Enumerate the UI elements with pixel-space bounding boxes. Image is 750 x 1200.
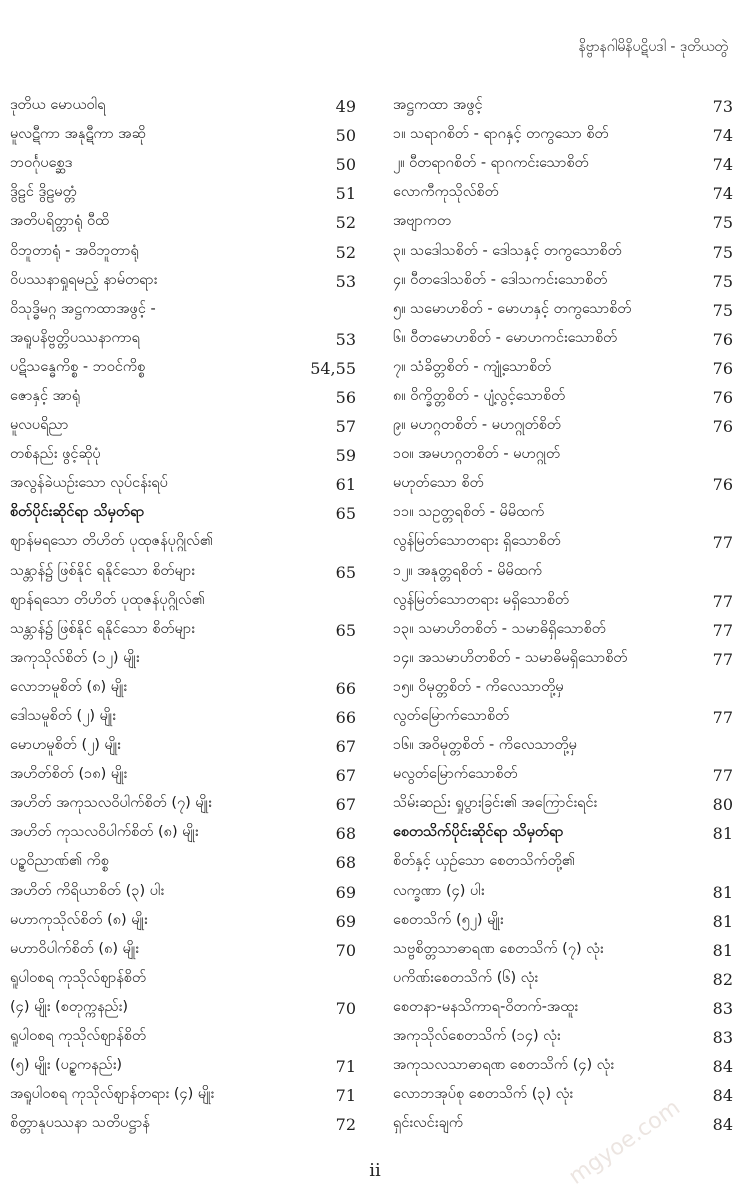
toc-entry: [393, 616, 733, 645]
toc-entry-title: ဝိဘူတာရုံ - အဝိဘူတာရုံ: [10, 242, 139, 259]
toc-entry-title: ၁၅။ ဝိမုတ္တစိတ် - ကိလေသာတို့မှ: [393, 678, 564, 695]
toc-entry-page: 81: [712, 940, 733, 960]
toc-entry: [10, 499, 356, 528]
toc-entry: [10, 587, 356, 616]
toc-entry: [10, 703, 356, 732]
toc-entry: [393, 354, 733, 383]
toc-entry-title: မလွတ်မြောက်သောစိတ်: [393, 766, 518, 783]
toc-entry-title: ဒေါသမူစိတ် (၂) မျိုး: [10, 708, 116, 725]
toc-entry-page: 67: [335, 795, 356, 815]
toc-entry: [393, 208, 733, 237]
toc-entry-page: 65: [335, 562, 356, 582]
toc-entry: [393, 383, 733, 412]
toc-entry: [10, 383, 356, 412]
toc-entry-title: ဇောနှင့် အာရုံ: [10, 387, 81, 404]
toc-entry-page: 70: [335, 940, 356, 960]
toc-entry: [393, 587, 733, 616]
toc-entry-title: ၃။ သဒေါသစိတ် - ဒေါသနှင့် တကွသောစိတ်: [393, 242, 622, 259]
toc-entry-title: ဝိပဿနာရှုရမည့် နာမ်တရား: [10, 271, 158, 288]
toc-entry-title: ပဋိသန္ဓေကိစ္စ - ဘဝင်ကိစ္စ: [10, 358, 146, 375]
toc-entry-title: မူလဋီကာ အနုဋီကာ အဆို: [10, 126, 146, 143]
toc-entry-page: 75: [712, 213, 733, 233]
toc-entry: [10, 819, 356, 848]
toc-entry-title: ဘဝင်္ဂုပစ္ဆေဒ: [10, 155, 73, 172]
toc-entry-page: 77: [712, 649, 733, 669]
toc-entry: [10, 1023, 356, 1052]
toc-entry: [393, 325, 733, 354]
toc-entry-page: 51: [335, 184, 356, 204]
toc-entry-title: ဒွိဠင် ဒွိဠမတ္တံ: [10, 184, 77, 201]
toc-entry: [393, 848, 733, 877]
toc-entry: [10, 354, 356, 383]
page-number: ii: [369, 1160, 381, 1181]
toc-entry-title: မဟာဝိပါက်စိတ် (၈) မျိုး: [10, 940, 139, 957]
toc-entry-page: 65: [335, 504, 356, 524]
toc-entry-title: လောကီကုသိုလ်စိတ်: [393, 184, 499, 201]
toc-entry-page: 75: [712, 242, 733, 262]
toc-entry-title: စေတသိက် (၅၂) မျိုး: [393, 911, 504, 928]
toc-entry-page: 83: [712, 1028, 733, 1048]
toc-entry: [393, 470, 733, 499]
toc-entry-title: ၆။ ဝီတမောဟစိတ် - မောဟကင်းသောစိတ်: [393, 329, 618, 346]
toc-entry-title: ၅။ သမောဟစိတ် - မောဟနှင့် တကွသောစိတ်: [393, 300, 632, 317]
toc-entry-title: မဟုတ်သော စိတ်: [393, 475, 484, 492]
toc-entry-page: 73: [712, 97, 733, 117]
toc-entry-title: အကုသိုလ်စေတသိက် (၁၄) လုံး: [393, 1028, 561, 1045]
toc-entry-page: 77: [712, 766, 733, 786]
toc-entry: [10, 470, 356, 499]
toc-entry-page: 66: [335, 678, 356, 698]
toc-entry: [10, 121, 356, 150]
toc-entry-page: 75: [712, 300, 733, 320]
toc-entry-title: ဒုတိယ မောယဝါရ: [10, 97, 106, 114]
toc-entry-title: မောဟမူစိတ် (၂) မျိုး: [10, 737, 121, 754]
toc-entry: [10, 936, 356, 965]
toc-entry-page: 74: [712, 126, 733, 146]
toc-entry-title: ၁၂။ အနုတ္တရစိတ် - မိမိထက်: [393, 562, 543, 579]
toc-entry-title: လောဘမူစိတ် (၈) မျိုး: [10, 678, 128, 695]
toc-entry-title: အရူပနိဗ္ဗတ္တိပဿနာကာရ: [10, 329, 141, 346]
toc-entry-title: မူလပရိညာ: [10, 417, 69, 434]
toc-entry-page: 56: [335, 387, 356, 407]
toc-entry: [393, 732, 733, 761]
toc-entry-page: 76: [712, 329, 733, 349]
toc-entry-title: ရူပါဝစရ ကုသိုလ်ဈာန်စိတ်: [10, 1028, 147, 1045]
toc-entry-title: လက္ခဏာ (၄) ပါး: [393, 882, 485, 899]
toc-entry-title: စိတ်ပိုင်းဆိုင်ရာ သိမှတ်ရာ: [10, 504, 145, 521]
toc-entry-page: 81: [712, 911, 733, 931]
toc-entry-page: 81: [712, 824, 733, 844]
toc-entry: [10, 994, 356, 1023]
toc-entry: [393, 790, 733, 819]
toc-entry-title: တစ်နည်း ဖွင့်ဆိုပုံ: [10, 446, 101, 463]
toc-entry: [10, 267, 356, 296]
toc-entry-page: 68: [335, 824, 356, 844]
toc-entry: [393, 499, 733, 528]
toc-entry: [393, 819, 733, 848]
toc-entry: [10, 208, 356, 237]
toc-entry: [10, 674, 356, 703]
toc-entry: [10, 616, 356, 645]
toc-entry-title: လွတ်မြောက်သောစိတ်: [393, 708, 510, 725]
toc-entry: [10, 761, 356, 790]
toc-entry-page: 74: [712, 155, 733, 175]
toc-entry: [10, 965, 356, 994]
toc-entry: [393, 1052, 733, 1081]
toc-entry: [393, 558, 733, 587]
toc-entry: [393, 761, 733, 790]
toc-entry-title: အဟိတ် ကုသလဝိပါက်စိတ် (၈) မျိုး: [10, 824, 199, 841]
toc-entry: [10, 645, 356, 674]
toc-entry: [10, 790, 356, 819]
toc-entry-title: သိမ်းဆည်း ရှုပွားခြင်း၏ အကြောင်းရင်း: [393, 795, 598, 812]
toc-entry-title: အကုသိုလ်စိတ် (၁၂) မျိုး: [10, 649, 140, 666]
toc-entry: [393, 1081, 733, 1110]
toc-entry-page: 76: [712, 475, 733, 495]
toc-entry-page: 69: [335, 911, 356, 931]
toc-entry-title: (၄) မျိုး (စတုက္ကနည်း): [10, 998, 129, 1015]
toc-entry-page: 66: [335, 708, 356, 728]
toc-entry-page: 71: [335, 1086, 356, 1106]
toc-entry-title: ၁၄။ အသမာဟိတစိတ် - သမာဓိမရှိသောစိတ်: [393, 649, 628, 666]
toc-entry: [10, 907, 356, 936]
toc-entry: [393, 965, 733, 994]
toc-entry-page: 69: [335, 882, 356, 902]
toc-entry-title: ၁။ သရာဂစိတ် - ရာဂနှင့် တကွသော စိတ်: [393, 126, 609, 143]
toc-entry: [10, 325, 356, 354]
toc-entry-title: လွန်မြတ်သောတရား မရှိသောစိတ်: [393, 591, 570, 608]
toc-entry: [10, 1052, 356, 1081]
toc-entry-page: 76: [712, 387, 733, 407]
toc-entry: [10, 848, 356, 877]
toc-entry-title: ရူပါဝစရ ကုသိုလ်ဈာန်စိတ်: [10, 969, 147, 986]
toc-entry-title: အတိပရိတ္တာရုံ ဝီထိ: [10, 213, 110, 230]
toc-entry: [393, 1023, 733, 1052]
toc-entry-title: ပဉ္စဝိညာဏ်၏ ကိစ္စ: [10, 853, 109, 870]
toc-entry: [10, 150, 356, 179]
toc-entry-title: စိတ်နှင့် ယှဉ်သော စေတသိက်တို့၏: [393, 853, 575, 870]
toc-entry: [393, 296, 733, 325]
toc-entry: [10, 732, 356, 761]
toc-entry-title: ဈာန်ရသော တိဟိတ် ပုထုဇန်ပုဂ္ဂိုလ်၏: [10, 591, 205, 608]
toc-entry-title: ပကိဏ်းစေတသိက် (၆) လုံး: [393, 969, 539, 986]
toc-entry-page: 59: [335, 446, 356, 466]
watermark: mgyoe.com: [564, 1095, 685, 1190]
toc-entry: [10, 412, 356, 441]
toc-entry-page: 72: [335, 1115, 356, 1135]
toc-entry-title: လောဘအုပ်စု စေတသိက် (၃) လုံး: [393, 1086, 574, 1103]
toc-entry: [393, 92, 733, 121]
toc-entry-page: 76: [712, 358, 733, 378]
running-header: နိဗ္ဗာနဂါမိနိပဋိပဒါ - ဒုတိယတွဲ: [578, 39, 728, 55]
toc-entry-title: သဗ္ဗစိတ္တသာဓာရဏ စေတသိက် (၇) လုံး: [393, 940, 604, 957]
toc-entry-page: 67: [335, 737, 356, 757]
toc-entry: [393, 441, 733, 470]
toc-entry: [393, 179, 733, 208]
toc-entry-page: 82: [712, 969, 733, 989]
toc-entry-title: ၂။ ဝီတရာဂစိတ် - ရာဂကင်းသောစိတ်: [393, 155, 589, 172]
toc-entry-page: 76: [712, 417, 733, 437]
toc-entry-page: 84: [712, 1057, 733, 1077]
toc-entry-page: 52: [335, 242, 356, 262]
toc-entry: [10, 296, 356, 325]
toc-entry: [10, 179, 356, 208]
toc-entry-page: 77: [712, 591, 733, 611]
toc-entry-page: 84: [712, 1115, 733, 1135]
toc-entry: [393, 994, 733, 1023]
toc-entry-page: 68: [335, 853, 356, 873]
toc-entry-title: စိတ္တာနုပဿနာ သတိပဋ္ဌာန်: [10, 1115, 150, 1132]
toc-entry-title: ၁၆။ အဝိမုတ္တစိတ် - ကိလေသာတို့မှ: [393, 737, 577, 754]
toc-entry-page: 77: [712, 708, 733, 728]
toc-entry-page: 81: [712, 882, 733, 902]
toc-entry: [10, 92, 356, 121]
toc-entry-page: 77: [712, 533, 733, 553]
toc-entry-page: 53: [335, 329, 356, 349]
toc-entry-page: 74: [712, 184, 733, 204]
toc-entry: [10, 878, 356, 907]
toc-entry-page: 70: [335, 998, 356, 1018]
toc-entry-title: ဝိသုဒ္ဓိမဂ္ဂ အဋ္ဌကထာအဖွင့် -: [10, 300, 156, 317]
toc-entry: [393, 703, 733, 732]
toc-entry: [10, 237, 356, 266]
toc-entry: [393, 878, 733, 907]
toc-entry-title: ၁၃။ သမာဟိတစိတ် - သမာဓိရှိသောစိတ်: [393, 620, 606, 637]
toc-entry-page: 52: [335, 213, 356, 233]
toc-entry: [10, 1110, 356, 1139]
toc-entry-page: 84: [712, 1086, 733, 1106]
toc-entry-title: ၈။ ဝိက္ခိတ္တစိတ် - ပျံ့လွင့်သောစိတ်: [393, 387, 566, 404]
toc-entry: [393, 237, 733, 266]
toc-entry-title: အဟိတ် အကုသလဝိပါက်စိတ် (၇) မျိုး: [10, 795, 212, 812]
toc-entry: [393, 936, 733, 965]
toc-entry-title: အဋ္ဌကထာ အဖွင့်: [393, 97, 483, 114]
toc-entry-title: ၄။ ဝီတဒေါသစိတ် - ဒေါသကင်းသောစိတ်: [393, 271, 608, 288]
toc-entry-page: 65: [335, 620, 356, 640]
toc-entry-page: 53: [335, 271, 356, 291]
toc-entry-page: 50: [335, 126, 356, 146]
toc-entry: [393, 674, 733, 703]
toc-entry-title: (၅) မျိုး (ပဉ္စကနည်း): [10, 1057, 123, 1074]
toc-entry-title: အဟိတ် ကိရိယာစိတ် (၃) ပါး: [10, 882, 165, 899]
toc-entry-page: 49: [335, 97, 356, 117]
toc-entry: [10, 1081, 356, 1110]
toc-entry: [10, 558, 356, 587]
toc-entry-title: ၇။ သံခိတ္တစိတ် - ကျုံ့သောစိတ်: [393, 358, 552, 375]
toc-entry-page: 80: [712, 795, 733, 815]
toc-left-column: [10, 92, 356, 1139]
toc-entry: [393, 645, 733, 674]
toc-entry-page: 67: [335, 766, 356, 786]
toc-entry-title: အဗျာကတ: [393, 213, 452, 230]
toc-entry-title: အလွန်ခဲယဉ်းသော လုပ်ငန်းရပ်: [10, 475, 168, 492]
toc-entry-title: သန္တာန်၌ ဖြစ်နိုင် ရနိုင်သော စိတ်များ: [10, 620, 195, 637]
toc-entry: [393, 267, 733, 296]
toc-entry-title: အရူပါဝစရ ကုသိုလ်ဈာန်တရား (၄) မျိုး: [10, 1086, 215, 1103]
toc-entry-title: ဈာန်မရသော တိဟိတ် ပုထုဇန်ပုဂ္ဂိုလ်၏: [10, 533, 213, 550]
toc-entry-title: လွန်မြတ်သောတရား ရှိသောစိတ်: [393, 533, 561, 550]
toc-entry-page: 77: [712, 620, 733, 640]
toc-entry-page: 61: [335, 475, 356, 495]
toc-entry-page: 71: [335, 1057, 356, 1077]
toc-entry-title: သန္တာန်၌ ဖြစ်နိုင် ရနိုင်သော စိတ်များ: [10, 562, 195, 579]
toc-entry-page: 75: [712, 271, 733, 291]
toc-entry: [393, 412, 733, 441]
toc-entry: [10, 528, 356, 557]
toc-entry-title: ၁၀။ အမဟဂ္ဂတစိတ် - မဟဂ္ဂုတ်: [393, 446, 561, 463]
toc-right-column: [393, 92, 733, 1139]
toc-entry-page: 83: [712, 998, 733, 1018]
toc-entry-title: ၁၁။ သဥတ္တရစိတ် - မိမိထက်: [393, 504, 545, 521]
toc-entry-page: 54,55: [310, 358, 356, 378]
toc-entry: [393, 907, 733, 936]
toc-entry: [10, 441, 356, 470]
toc-entry-title: စေတသိက်ပိုင်းဆိုင်ရာ သိမှတ်ရာ: [393, 824, 564, 841]
toc-entry-page: 57: [335, 417, 356, 437]
toc-entry-title: မဟာကုသိုလ်စိတ် (၈) မျိုး: [10, 911, 148, 928]
toc-entry-title: အဟိတ်စိတ် (၁၈) မျိုး: [10, 766, 128, 783]
toc-entry-page: 50: [335, 155, 356, 175]
toc-entry: [393, 121, 733, 150]
toc-entry: [393, 150, 733, 179]
toc-entry-title: စေတနာ-မနသိကာရ-ဝိတက်-အထူး: [393, 998, 579, 1015]
toc-entry-title: ၉။ မဟဂ္ဂတစိတ် - မဟဂ္ဂုတ်စိတ်: [393, 417, 561, 434]
toc-entry: [393, 528, 733, 557]
toc-entry-title: အကုသလသာဓာရဏ စေတသိက် (၄) လုံး: [393, 1057, 615, 1074]
toc-entry-title: ရှင်းလင်းချက်: [393, 1115, 464, 1132]
